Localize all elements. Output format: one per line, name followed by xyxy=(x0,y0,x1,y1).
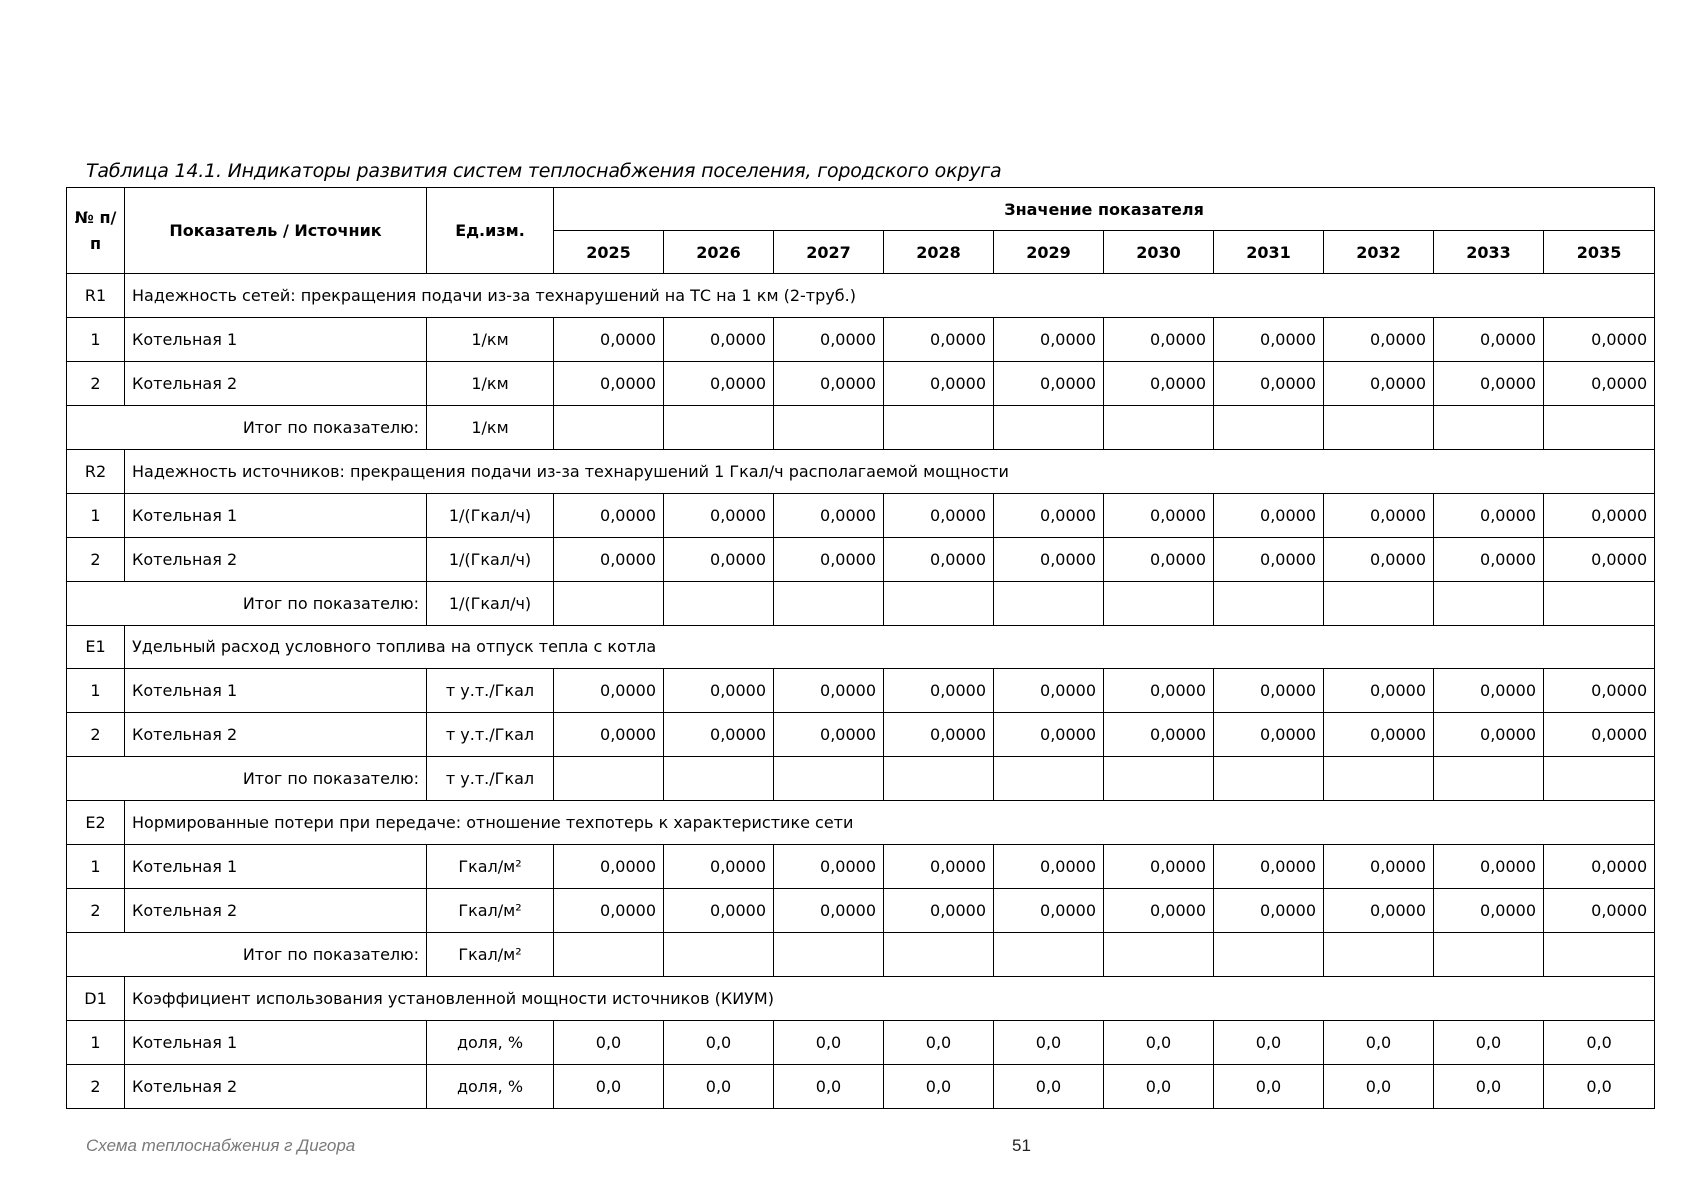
value-cell: 0,0 xyxy=(994,1064,1104,1108)
value-cell: 0,0 xyxy=(994,1020,1104,1064)
total-value-cell xyxy=(1214,581,1324,625)
value-cell: 0,0000 xyxy=(1434,713,1544,757)
table-row xyxy=(67,317,1655,361)
value-cell: 0,0000 xyxy=(664,493,774,537)
value-cell: 0,0000 xyxy=(994,669,1104,713)
value-cell: 0,0000 xyxy=(664,317,774,361)
value-cell: 0,0000 xyxy=(1104,845,1214,889)
value-cell: 0,0000 xyxy=(1104,361,1214,405)
unit-cell: 1/(Гкал/ч) xyxy=(427,537,554,581)
value-cell: 0,0000 xyxy=(1324,889,1434,933)
group-row xyxy=(67,977,1655,1021)
group-title: Удельный расход условного топлива на отпуск тепла с котла xyxy=(125,625,1655,669)
col-header-year: 2028 xyxy=(884,231,994,274)
value-cell: 0,0000 xyxy=(774,493,884,537)
value-cell: 0,0000 xyxy=(1544,537,1655,581)
total-value-cell xyxy=(664,933,774,977)
row-number: 2 xyxy=(67,1064,125,1108)
value-cell: 0,0000 xyxy=(1214,713,1324,757)
total-value-cell xyxy=(1544,933,1655,977)
value-cell: 0,0000 xyxy=(884,889,994,933)
total-value-cell xyxy=(554,757,664,801)
value-cell: 0,0000 xyxy=(1324,669,1434,713)
group-row xyxy=(67,625,1655,669)
value-cell: 0,0000 xyxy=(554,845,664,889)
value-cell: 0,0 xyxy=(1214,1064,1324,1108)
value-cell: 0,0000 xyxy=(774,317,884,361)
col-header-year: 2033 xyxy=(1434,231,1544,274)
total-value-cell xyxy=(884,757,994,801)
value-cell: 0,0000 xyxy=(1214,845,1324,889)
value-cell: 0,0 xyxy=(1434,1064,1544,1108)
value-cell: 0,0000 xyxy=(1324,845,1434,889)
value-cell: 0,0000 xyxy=(664,845,774,889)
source-name: Котельная 2 xyxy=(125,889,427,933)
total-value-cell xyxy=(664,581,774,625)
total-unit: Гкал/м² xyxy=(427,933,554,977)
row-number: 2 xyxy=(67,537,125,581)
header-row-1 xyxy=(67,188,1655,231)
value-cell: 0,0 xyxy=(1544,1064,1655,1108)
total-value-cell xyxy=(994,405,1104,449)
value-cell: 0,0000 xyxy=(1104,537,1214,581)
row-number: 1 xyxy=(67,1020,125,1064)
value-cell: 0,0000 xyxy=(1544,845,1655,889)
value-cell: 0,0000 xyxy=(1214,317,1324,361)
total-value-cell xyxy=(554,933,664,977)
col-header-year: 2029 xyxy=(994,231,1104,274)
total-value-cell xyxy=(554,405,664,449)
value-cell: 0,0000 xyxy=(1324,713,1434,757)
value-cell: 0,0 xyxy=(1324,1064,1434,1108)
unit-cell: доля, % xyxy=(427,1020,554,1064)
total-value-cell xyxy=(1214,757,1324,801)
value-cell: 0,0 xyxy=(1104,1020,1214,1064)
value-cell: 0,0000 xyxy=(1544,713,1655,757)
total-value-cell xyxy=(1104,933,1214,977)
unit-cell: т у.т./Гкал xyxy=(427,713,554,757)
unit-cell: Гкал/м² xyxy=(427,845,554,889)
value-cell: 0,0000 xyxy=(994,317,1104,361)
value-cell: 0,0000 xyxy=(1104,713,1214,757)
row-number: 2 xyxy=(67,361,125,405)
value-cell: 0,0000 xyxy=(994,537,1104,581)
group-row xyxy=(67,449,1655,493)
value-cell: 0,0000 xyxy=(774,889,884,933)
value-cell: 0,0 xyxy=(554,1020,664,1064)
footer-document-title: Схема теплоснабжения г Дигора xyxy=(86,1136,356,1155)
total-value-cell xyxy=(884,933,994,977)
value-cell: 0,0000 xyxy=(884,361,994,405)
total-value-cell xyxy=(1324,933,1434,977)
source-name: Котельная 2 xyxy=(125,713,427,757)
value-cell: 0,0000 xyxy=(664,713,774,757)
value-cell: 0,0000 xyxy=(664,889,774,933)
unit-cell: доля, % xyxy=(427,1064,554,1108)
source-name: Котельная 1 xyxy=(125,1020,427,1064)
value-cell: 0,0000 xyxy=(1544,669,1655,713)
table-row xyxy=(67,493,1655,537)
col-header-unit: Ед.изм. xyxy=(427,188,554,274)
source-name: Котельная 2 xyxy=(125,361,427,405)
table-row xyxy=(67,889,1655,933)
value-cell: 0,0000 xyxy=(554,537,664,581)
table-caption: Таблица 14.1. Индикаторы развития систем теплоснабжения поселения, городского округа xyxy=(86,160,1002,182)
total-value-cell xyxy=(774,581,884,625)
unit-cell: т у.т./Гкал xyxy=(427,669,554,713)
total-value-cell xyxy=(1434,757,1544,801)
value-cell: 0,0 xyxy=(1544,1020,1655,1064)
total-row xyxy=(67,581,1655,625)
total-value-cell xyxy=(1544,405,1655,449)
group-title: Надежность источников: прекращения подачи из-за технарушений 1 Гкал/ч располагаемой мощности xyxy=(125,449,1655,493)
value-cell: 0,0000 xyxy=(1324,537,1434,581)
value-cell: 0,0000 xyxy=(884,669,994,713)
total-value-cell xyxy=(1434,933,1544,977)
value-cell: 0,0 xyxy=(664,1020,774,1064)
col-header-year: 2032 xyxy=(1324,231,1434,274)
value-cell: 0,0000 xyxy=(1214,361,1324,405)
total-value-cell xyxy=(1544,581,1655,625)
value-cell: 0,0000 xyxy=(554,669,664,713)
value-cell: 0,0000 xyxy=(1324,493,1434,537)
total-value-cell xyxy=(884,405,994,449)
value-cell: 0,0000 xyxy=(1544,889,1655,933)
total-unit: 1/км xyxy=(427,405,554,449)
value-cell: 0,0 xyxy=(1214,1020,1324,1064)
total-value-cell xyxy=(1544,757,1655,801)
total-label: Итог по показателю: xyxy=(67,581,427,625)
value-cell: 0,0 xyxy=(774,1064,884,1108)
table-row xyxy=(67,669,1655,713)
total-row xyxy=(67,933,1655,977)
group-title: Надежность сетей: прекращения подачи из-за технарушений на ТС на 1 км (2-труб.) xyxy=(125,274,1655,318)
source-name: Котельная 1 xyxy=(125,317,427,361)
value-cell: 0,0000 xyxy=(1214,669,1324,713)
group-code: E2 xyxy=(67,801,125,845)
value-cell: 0,0000 xyxy=(774,537,884,581)
group-code: E1 xyxy=(67,625,125,669)
value-cell: 0,0 xyxy=(554,1064,664,1108)
value-cell: 0,0000 xyxy=(1214,537,1324,581)
value-cell: 0,0000 xyxy=(884,537,994,581)
value-cell: 0,0000 xyxy=(554,317,664,361)
total-value-cell xyxy=(1324,405,1434,449)
value-cell: 0,0 xyxy=(884,1020,994,1064)
value-cell: 0,0 xyxy=(884,1064,994,1108)
value-cell: 0,0000 xyxy=(1104,889,1214,933)
col-header-value-group: Значение показателя xyxy=(554,188,1655,231)
total-label: Итог по показателю: xyxy=(67,933,427,977)
value-cell: 0,0000 xyxy=(1434,361,1544,405)
value-cell: 0,0000 xyxy=(1434,845,1544,889)
total-unit: т у.т./Гкал xyxy=(427,757,554,801)
value-cell: 0,0000 xyxy=(554,713,664,757)
source-name: Котельная 2 xyxy=(125,537,427,581)
total-value-cell xyxy=(994,933,1104,977)
source-name: Котельная 1 xyxy=(125,669,427,713)
unit-cell: Гкал/м² xyxy=(427,889,554,933)
col-header-num xyxy=(67,188,125,274)
total-value-cell xyxy=(774,757,884,801)
total-value-cell xyxy=(1214,405,1324,449)
group-title: Нормированные потери при передаче: отношение техпотерь к характеристике сети xyxy=(125,801,1655,845)
value-cell: 0,0000 xyxy=(994,889,1104,933)
table-row xyxy=(67,845,1655,889)
table-row xyxy=(67,713,1655,757)
total-value-cell xyxy=(774,405,884,449)
table-row xyxy=(67,361,1655,405)
group-row xyxy=(67,274,1655,318)
value-cell: 0,0000 xyxy=(884,713,994,757)
value-cell: 0,0 xyxy=(1324,1020,1434,1064)
total-value-cell xyxy=(1434,581,1544,625)
source-name: Котельная 1 xyxy=(125,845,427,889)
value-cell: 0,0000 xyxy=(1434,317,1544,361)
value-cell: 0,0000 xyxy=(554,361,664,405)
total-value-cell xyxy=(664,757,774,801)
total-value-cell xyxy=(1324,581,1434,625)
value-cell: 0,0000 xyxy=(1434,493,1544,537)
total-value-cell xyxy=(994,581,1104,625)
total-label: Итог по показателю: xyxy=(67,757,427,801)
value-cell: 0,0000 xyxy=(994,845,1104,889)
col-header-num-text: № п/п xyxy=(74,207,117,253)
table-row xyxy=(67,537,1655,581)
total-value-cell xyxy=(1104,757,1214,801)
value-cell: 0,0000 xyxy=(1104,317,1214,361)
value-cell: 0,0 xyxy=(1104,1064,1214,1108)
value-cell: 0,0000 xyxy=(1544,361,1655,405)
value-cell: 0,0000 xyxy=(1544,493,1655,537)
value-cell: 0,0000 xyxy=(1544,317,1655,361)
value-cell: 0,0000 xyxy=(1324,317,1434,361)
value-cell: 0,0 xyxy=(774,1020,884,1064)
value-cell: 0,0000 xyxy=(554,889,664,933)
total-value-cell xyxy=(1214,933,1324,977)
value-cell: 0,0 xyxy=(664,1064,774,1108)
value-cell: 0,0000 xyxy=(774,845,884,889)
group-code: R2 xyxy=(67,449,125,493)
group-code: D1 xyxy=(67,977,125,1021)
group-code: R1 xyxy=(67,274,125,318)
value-cell: 0,0000 xyxy=(774,669,884,713)
total-row xyxy=(67,757,1655,801)
value-cell: 0,0000 xyxy=(1104,493,1214,537)
col-header-year: 2035 xyxy=(1544,231,1655,274)
row-number: 1 xyxy=(67,317,125,361)
row-number: 1 xyxy=(67,493,125,537)
unit-cell: 1/км xyxy=(427,361,554,405)
source-name: Котельная 2 xyxy=(125,1064,427,1108)
total-value-cell xyxy=(664,405,774,449)
row-number: 2 xyxy=(67,713,125,757)
value-cell: 0,0000 xyxy=(664,669,774,713)
total-label: Итог по показателю: xyxy=(67,405,427,449)
total-value-cell xyxy=(774,933,884,977)
total-value-cell xyxy=(1104,581,1214,625)
value-cell: 0,0000 xyxy=(774,713,884,757)
value-cell: 0,0000 xyxy=(1214,493,1324,537)
footer-page-number: 51 xyxy=(1012,1136,1031,1155)
col-header-year: 2026 xyxy=(664,231,774,274)
col-header-year: 2030 xyxy=(1104,231,1214,274)
group-row xyxy=(67,801,1655,845)
value-cell: 0,0000 xyxy=(884,845,994,889)
col-header-indicator: Показатель / Источник xyxy=(125,188,427,274)
value-cell: 0,0000 xyxy=(1434,669,1544,713)
value-cell: 0,0000 xyxy=(664,537,774,581)
row-number: 1 xyxy=(67,845,125,889)
total-value-cell xyxy=(1104,405,1214,449)
source-name: Котельная 1 xyxy=(125,493,427,537)
value-cell: 0,0000 xyxy=(1324,361,1434,405)
unit-cell: 1/(Гкал/ч) xyxy=(427,493,554,537)
value-cell: 0,0000 xyxy=(554,493,664,537)
col-header-year: 2027 xyxy=(774,231,884,274)
value-cell: 0,0000 xyxy=(1214,889,1324,933)
value-cell: 0,0000 xyxy=(1434,537,1544,581)
total-row xyxy=(67,405,1655,449)
total-value-cell xyxy=(1434,405,1544,449)
total-value-cell xyxy=(884,581,994,625)
value-cell: 0,0000 xyxy=(994,713,1104,757)
table-row xyxy=(67,1064,1655,1108)
total-value-cell xyxy=(554,581,664,625)
table-row xyxy=(67,1020,1655,1064)
unit-cell: 1/км xyxy=(427,317,554,361)
total-value-cell xyxy=(994,757,1104,801)
row-number: 2 xyxy=(67,889,125,933)
row-number: 1 xyxy=(67,669,125,713)
value-cell: 0,0000 xyxy=(1434,889,1544,933)
total-unit: 1/(Гкал/ч) xyxy=(427,581,554,625)
value-cell: 0,0000 xyxy=(884,493,994,537)
indicators-table xyxy=(66,187,1655,1109)
total-value-cell xyxy=(1324,757,1434,801)
col-header-year: 2025 xyxy=(554,231,664,274)
value-cell: 0,0000 xyxy=(774,361,884,405)
value-cell: 0,0000 xyxy=(884,317,994,361)
value-cell: 0,0 xyxy=(1434,1020,1544,1064)
group-title: Коэффициент использования установленной мощности источников (КИУМ) xyxy=(125,977,1655,1021)
value-cell: 0,0000 xyxy=(1104,669,1214,713)
value-cell: 0,0000 xyxy=(994,361,1104,405)
value-cell: 0,0000 xyxy=(994,493,1104,537)
col-header-year: 2031 xyxy=(1214,231,1324,274)
value-cell: 0,0000 xyxy=(664,361,774,405)
